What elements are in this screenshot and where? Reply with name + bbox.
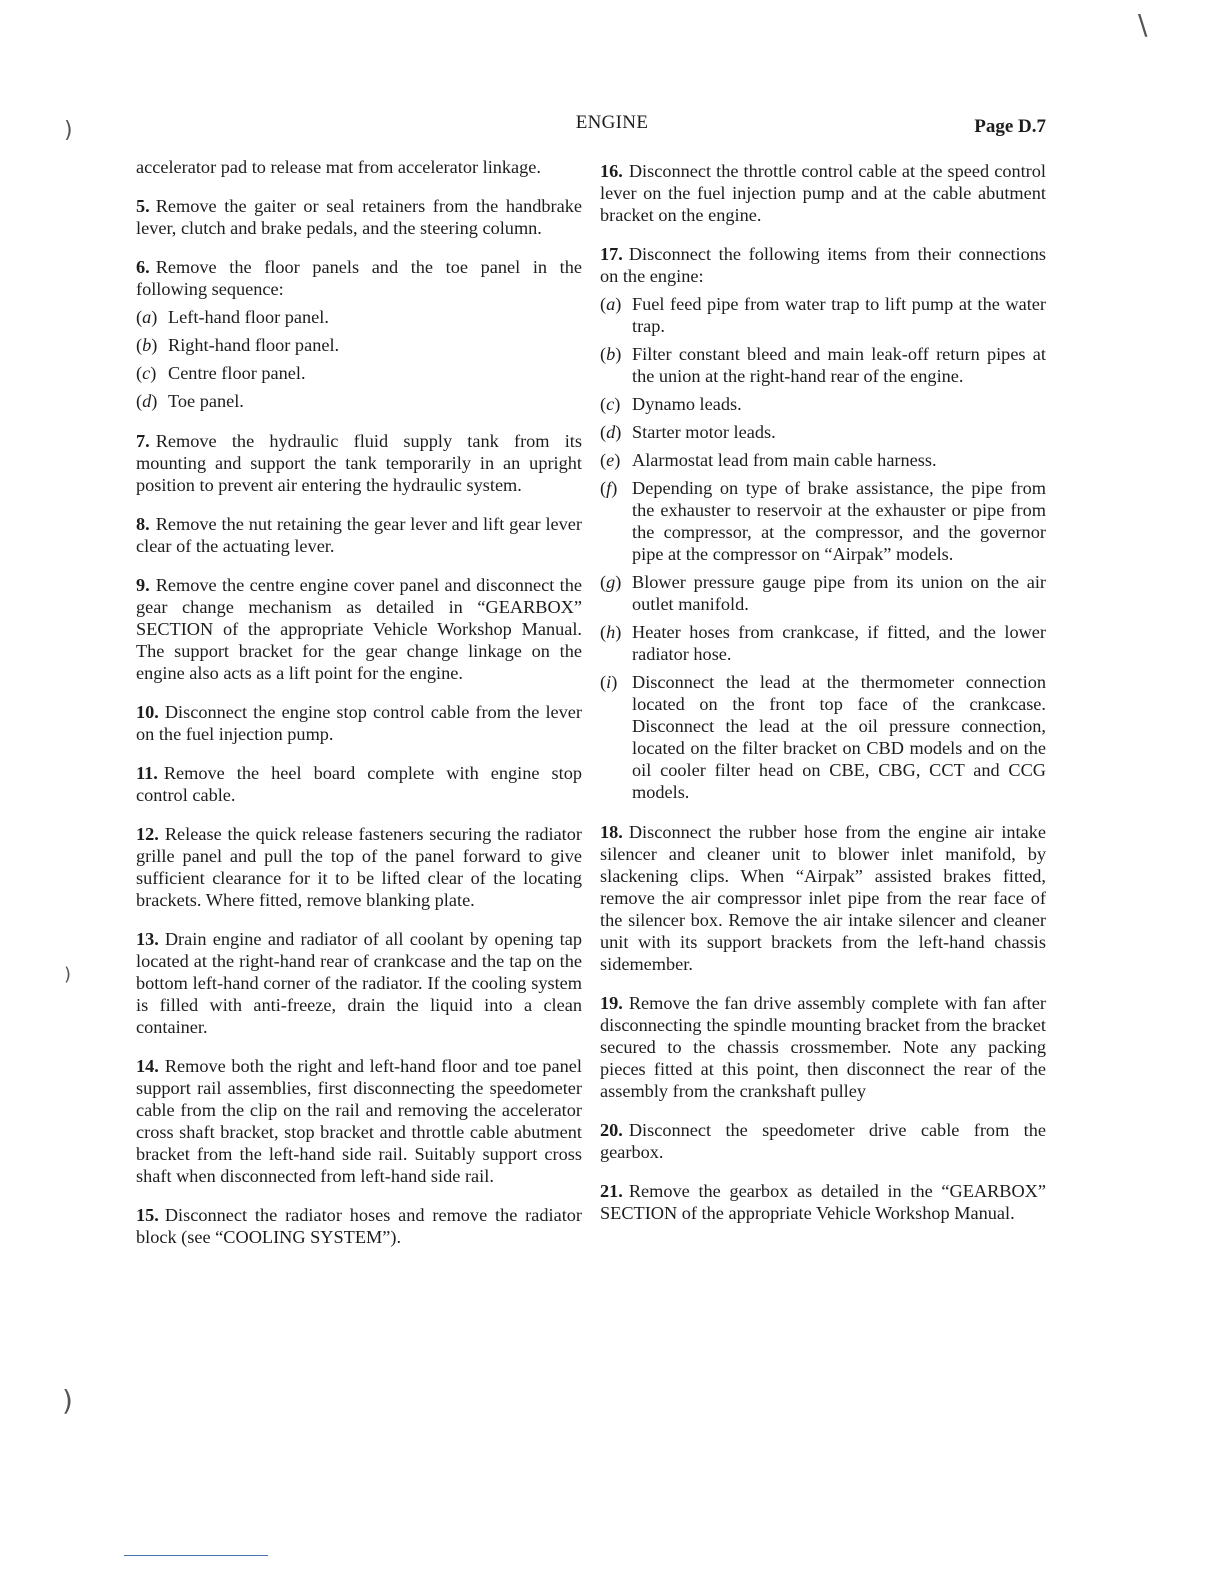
step-8: 8. Remove the nut retaining the gear lever and lift gear lever clear of the actuating lever.	[136, 514, 582, 556]
step-14: 14. Remove both the right and left-hand floor and toe panel support rail assemblies, first disconnecting the speedometer cable from the clip on the rail and removing the accelerator cross shaft bracket, stop bracket and throttle cable abutment bracket from the left-hand side rail. Suitably support cross shaft when disconnected from left-hand side rail.	[136, 1056, 582, 1186]
step-21: 21. Remove the gearbox as detailed in the “GEARBOX” SECTION of the appropriate Vehicle Workshop Manual.	[600, 1181, 1046, 1223]
left-column	[136, 156, 582, 1265]
list-item: (b) Filter constant bleed and main leak-off return pipes at the union at the right-hand rear of the engine.	[600, 344, 1046, 386]
paragraph-continuation: accelerator pad to release mat from accelerator linkage.	[136, 157, 541, 177]
step-17: 17. Disconnect the following items from their connections on the engine:	[600, 244, 1046, 286]
step-6-list	[136, 306, 582, 412]
scan-mark-bracket: )	[64, 118, 73, 143]
list-item: (a) Left-hand floor panel.	[136, 307, 329, 327]
step-12: 12. Release the quick release fasteners securing the radiator grille panel and pull the top of the panel forward to give sufficient clearance for it to be lifted clear of the locating brackets. Where fitted, remove blanking plate.	[136, 824, 582, 910]
step-19: 19. Remove the fan drive assembly complete with fan after disconnecting the spindle mounting bracket from the bracket secured to the chassis crossmember. Note any packing pieces fitted at this point, then disconnect the rear of the assembly from the crankshaft pulley	[600, 993, 1046, 1101]
list-item: (a) Fuel feed pipe from water trap to lift pump at the water trap.	[600, 294, 1046, 336]
scan-mark-slash: \	[1138, 8, 1148, 41]
scan-mark-bracket: )	[64, 964, 72, 985]
list-item: (c) Dynamo leads.	[600, 394, 742, 414]
list-item: (d) Toe panel.	[136, 391, 244, 411]
page-number: Page D.7	[974, 116, 1046, 137]
list-item: (c) Centre floor panel.	[136, 363, 306, 383]
step-17-list	[600, 293, 1046, 803]
step-11: 11. Remove the heel board complete with engine stop control cable.	[136, 763, 582, 805]
step-18: 18. Disconnect the rubber hose from the engine air intake silencer and cleaner unit to blower inlet manifold, by slackening clips. When “Airpak” assisted brakes fitted, remove the air compressor inlet pipe from the rear face of the silencer box. Remove the air intake silencer and cleaner unit with its support brackets from the left-hand chassis sidemember.	[600, 822, 1046, 974]
list-item: (e) Alarmostat lead from main cable harness.	[600, 450, 937, 470]
list-item: (d) Starter motor leads.	[600, 422, 776, 442]
list-item: (h) Heater hoses from crankcase, if fitted, and the lower radiator hose.	[600, 622, 1046, 664]
step-13: 13. Drain engine and radiator of all coolant by opening tap located at the right-hand rear of crankcase and the tap on the bottom left-hand corner of the radiator. If the cooling system is filled with anti-freeze, drain the liquid into a clean container.	[136, 929, 582, 1037]
page-title: ENGINE	[575, 112, 649, 133]
footer-divider	[124, 1555, 268, 1556]
step-7: 7. Remove the hydraulic fluid supply tank from its mounting and support the tank temporarily in an upright position to prevent air entering the hydraulic system.	[136, 431, 582, 495]
step-20: 20. Disconnect the speedometer drive cable from the gearbox.	[600, 1120, 1046, 1162]
scan-mark-bracket: )	[62, 1384, 73, 1417]
list-item: (f) Depending on type of brake assistance, the pipe from the exhauster to reservoir at the exhauster or pipe from the compressor, at the compressor, and the governor pipe at the compressor on “Airpak” models.	[600, 478, 1046, 564]
step-5: 5. Remove the gaiter or seal retainers from the handbrake lever, clutch and brake pedals, and the steering column.	[136, 196, 582, 238]
right-column	[600, 160, 1046, 1241]
list-item: (g) Blower pressure gauge pipe from its union on the air outlet manifold.	[600, 572, 1046, 614]
list-item: (b) Right-hand floor panel.	[136, 335, 340, 355]
step-15: 15. Disconnect the radiator hoses and remove the radiator block (see “COOLING SYSTEM”).	[136, 1205, 582, 1247]
step-9: 9. Remove the centre engine cover panel and disconnect the gear change mechanism as detailed in “GEARBOX” SECTION of the appropriate Vehicle Workshop Manual. The support bracket for the gear change linkage on the engine also acts as a lift point for the engine.	[136, 575, 582, 683]
step-6: 6. Remove the floor panels and the toe panel in the following sequence:	[136, 257, 582, 299]
step-10: 10. Disconnect the engine stop control cable from the lever on the fuel injection pump.	[136, 702, 582, 744]
list-item: (i) Disconnect the lead at the thermometer connection located on the front top face of the crankcase. Disconnect the lead at the oil pressure connection, located on the filter bracket on CBD models and on the oil cooler filter head on CBE, CBG, CCT and CCG models.	[600, 672, 1046, 802]
step-16: 16. Disconnect the throttle control cable at the speed control lever on the fuel injection pump and at the cable abutment bracket on the engine.	[600, 161, 1046, 225]
